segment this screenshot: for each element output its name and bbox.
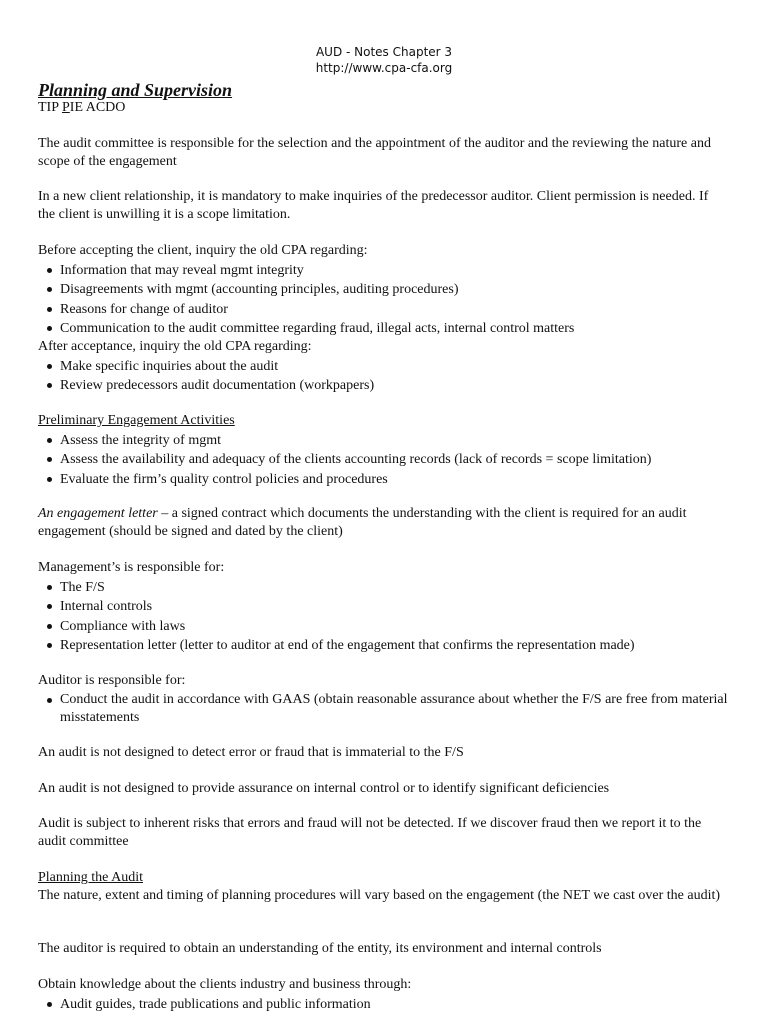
list-item: Internal controls (38, 597, 728, 616)
list-item: Audit guides, trade publications and public information (38, 995, 728, 1014)
paragraph-after-acceptance: After acceptance, inquiry the old CPA regarding: (38, 339, 312, 354)
document-header-url: http://www.cpa-cfa.org (315, 61, 453, 75)
paragraph-nature-extent: The nature, extent and timing of planning procedures will vary based on the engagement (the NET we cast over the audit) (38, 888, 721, 903)
list-item: Assess the integrity of mgmt (38, 431, 728, 450)
list-item: Compliance with laws (38, 617, 728, 636)
list-item: Assess the availability and adequacy of the clients accounting records (lack of records = scope limitation) (38, 450, 728, 469)
list-after-acceptance (38, 357, 728, 396)
paragraph-audit-committee: The audit committee is responsible for the selection and the appointment of the auditor and the reviewing the nature and scope of the engagement (38, 136, 711, 169)
list-item: Communication to the audit committee regarding fraud, illegal acts, internal control matters (38, 319, 728, 338)
document-header-title: AUD - Notes Chapter 3 (315, 45, 453, 59)
paragraph-not-designed-assurance: An audit is not designed to provide assurance on internal control or to identify significant deficiencies (38, 781, 610, 796)
engagement-letter-term: An engagement letter (38, 506, 158, 521)
mnemonic-underlined: P (61, 100, 70, 115)
paragraph-new-client: In a new client relationship, it is mandatory to make inquiries of the predecessor auditor. Client permission is needed. If the client is unwilling it is a scope limitation. (38, 189, 709, 222)
list-item: Information that may reveal mgmt integrity (38, 261, 728, 280)
paragraph-auditor-intro: Auditor is responsible for: (38, 673, 186, 688)
paragraph-understanding: The auditor is required to obtain an understanding of the entity, its environment and internal controls (38, 941, 602, 956)
section-title: Planning and Supervision (38, 80, 233, 100)
paragraph-inherent-risks: Audit is subject to inherent risks that errors and fraud will not be detected. If we discover fraud then we report it to the audit committee (38, 816, 702, 849)
list-knowledge (38, 995, 728, 1014)
mnemonic-post: IE ACDO (69, 100, 126, 115)
paragraph-obtain-knowledge: Obtain knowledge about the clients industry and business through: (38, 977, 412, 992)
list-item: The F/S (38, 578, 728, 597)
list-item: Disagreements with mgmt (accounting principles, auditing procedures) (38, 280, 728, 299)
list-auditor (38, 691, 728, 727)
paragraph-management-intro: Management’s is responsible for: (38, 560, 225, 575)
heading-planning: Planning the Audit (38, 870, 143, 885)
list-item: Conduct the audit in accordance with GAAS (obtain reasonable assurance about whether the F/S are free from material misstatements (38, 691, 728, 727)
heading-preliminary: Preliminary Engagement Activities (38, 413, 235, 428)
mnemonic (38, 99, 728, 117)
engagement-letter-text: – a signed contract which documents the understanding with the client is required for an audit engagement (should be signed and dated by the client) (38, 506, 687, 539)
mnemonic-pre: TIP (38, 100, 62, 115)
list-management (38, 578, 728, 655)
paragraph-before-accepting: Before accepting the client, inquiry the old CPA regarding: (38, 243, 368, 258)
paragraph-not-designed-error: An audit is not designed to detect error or fraud that is immaterial to the F/S (38, 745, 464, 760)
list-preliminary (38, 431, 728, 489)
list-item: Representation letter (letter to auditor at end of the engagement that confirms the representation made) (38, 636, 728, 655)
list-item: Evaluate the firm’s quality control policies and procedures (38, 470, 728, 489)
list-item: Reasons for change of auditor (38, 300, 728, 319)
list-before-accepting (38, 261, 728, 338)
paragraph-engagement-letter (38, 505, 728, 541)
list-item: Review predecessors audit documentation (workpapers) (38, 376, 728, 395)
list-item: Make specific inquiries about the audit (38, 357, 728, 376)
